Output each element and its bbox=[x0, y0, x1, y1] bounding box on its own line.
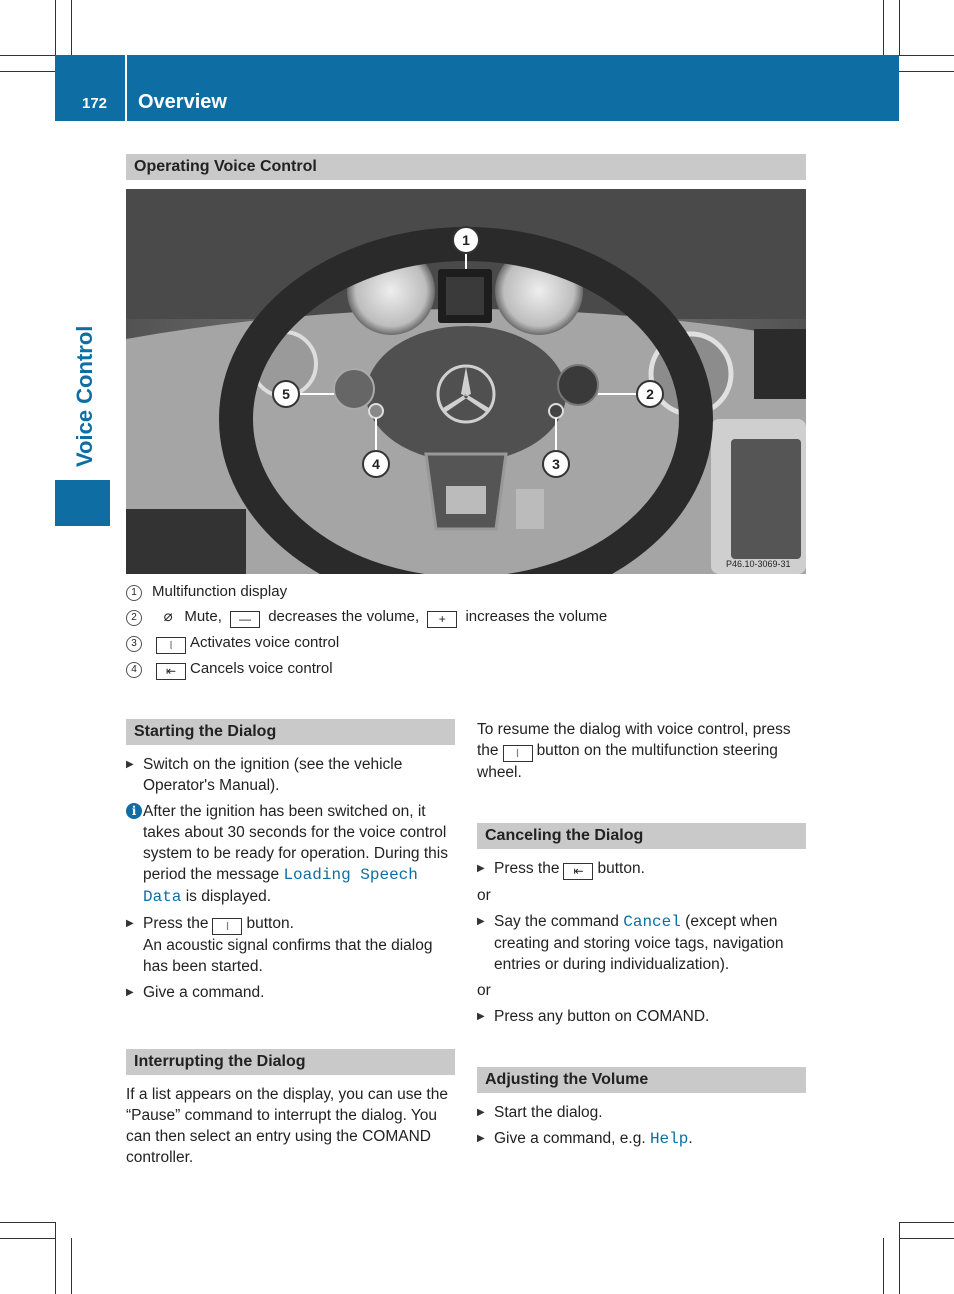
list-item: ▶ Start the dialog. bbox=[477, 1102, 807, 1123]
back-key-icon: ⇤ bbox=[563, 863, 593, 880]
minus-key-icon: — bbox=[230, 611, 260, 628]
list-item: ▶ Give a command, e.g. Help. bbox=[477, 1128, 807, 1150]
section-heading-starting: Starting the Dialog bbox=[126, 719, 455, 745]
header-divider bbox=[125, 55, 127, 121]
volume-body bbox=[477, 1102, 807, 1155]
crop-mark bbox=[883, 0, 884, 56]
crop-mark bbox=[55, 1222, 56, 1294]
callout-4: 4 bbox=[372, 456, 380, 472]
steering-wheel-photo bbox=[126, 189, 806, 574]
crop-mark bbox=[55, 0, 56, 56]
voice-key-icon: ⧙ bbox=[212, 918, 242, 935]
section-heading-canceling: Canceling the Dialog bbox=[477, 823, 806, 849]
crop-mark bbox=[899, 0, 900, 56]
canceling-body bbox=[477, 858, 807, 1032]
crop-mark bbox=[899, 1222, 954, 1223]
crop-mark bbox=[899, 1222, 900, 1294]
section-heading-operating: Operating Voice Control bbox=[126, 154, 806, 180]
callout-2: 2 bbox=[646, 386, 654, 402]
or-label: or bbox=[477, 982, 491, 999]
figure-reference: P46.10-3069-31 bbox=[726, 559, 791, 569]
list-item: ▶ Give a command. bbox=[126, 982, 457, 1003]
crop-mark bbox=[899, 71, 954, 72]
crop-mark bbox=[71, 0, 72, 56]
voice-key-icon: ⧙ bbox=[503, 745, 533, 762]
voice-command: Help bbox=[649, 1130, 689, 1148]
callout-5: 5 bbox=[282, 386, 290, 402]
interrupting-body: If a list appears on the display, you can use the “Pause” command to interrupt the dialog. You can then select an entry using the COMAND controller. bbox=[126, 1086, 448, 1166]
or-label: or bbox=[477, 887, 491, 904]
crop-mark bbox=[0, 1238, 56, 1239]
voice-key-icon: ⧙ bbox=[156, 637, 186, 654]
crop-mark bbox=[0, 1222, 56, 1223]
list-item: ▶ Say the command Cancel (except when creating and storing voice tags, navigation entries or during individualization). bbox=[477, 911, 807, 975]
section-heading-interrupting: Interrupting the Dialog bbox=[126, 1049, 455, 1075]
callout-3: 3 bbox=[552, 456, 560, 472]
legend-item-1: 1 Multifunction display bbox=[126, 582, 806, 602]
back-key-icon: ⇤ bbox=[156, 663, 186, 680]
legend-item-4: 4 ⇤ Cancels voice control bbox=[126, 659, 806, 680]
mute-icon: ⌀ bbox=[163, 608, 173, 625]
resume-paragraph: To resume the dialog with voice control, press the ⧙ button on the multifunction steering wheel. bbox=[477, 721, 791, 781]
crop-mark bbox=[0, 71, 56, 72]
crop-mark bbox=[899, 1238, 954, 1239]
crop-mark bbox=[899, 55, 954, 56]
legend-item-3: 3 ⧙ Activates voice control bbox=[126, 633, 806, 654]
callout-1: 1 bbox=[462, 232, 470, 248]
list-item: ▶ Press the ⧙ button. An acoustic signal confirms that the dialog has been started. bbox=[126, 913, 457, 977]
starting-body bbox=[126, 754, 457, 1008]
page-number: 172 bbox=[82, 95, 108, 112]
crop-mark bbox=[0, 55, 56, 56]
voice-command: Cancel bbox=[623, 913, 681, 931]
crop-mark bbox=[71, 1238, 72, 1294]
plus-key-icon: + bbox=[427, 611, 457, 628]
page-header bbox=[55, 55, 899, 121]
page-title: Overview bbox=[138, 91, 227, 113]
list-item: ▶ Switch on the ignition (see the vehicle Operator's Manual). bbox=[126, 754, 457, 796]
list-item: ▶ Press any button on COMAND. bbox=[477, 1006, 807, 1027]
info-icon: i bbox=[126, 803, 142, 819]
info-note: i After the ignition has been switched on, it takes about 30 seconds for the voice control system to be ready for operation. During this period the message Loading Speech Data is displayed. bbox=[126, 801, 457, 908]
section-heading-volume: Adjusting the Volume bbox=[477, 1067, 806, 1093]
display-message: Loading Speech Data bbox=[143, 866, 418, 906]
chapter-tab bbox=[55, 480, 110, 526]
legend-item-2: 2 ⌀ Mute, — decreases the volume, + increases the volume bbox=[126, 607, 806, 628]
crop-mark bbox=[883, 1238, 884, 1294]
list-item: ▶ Press the ⇤ button. bbox=[477, 858, 807, 880]
